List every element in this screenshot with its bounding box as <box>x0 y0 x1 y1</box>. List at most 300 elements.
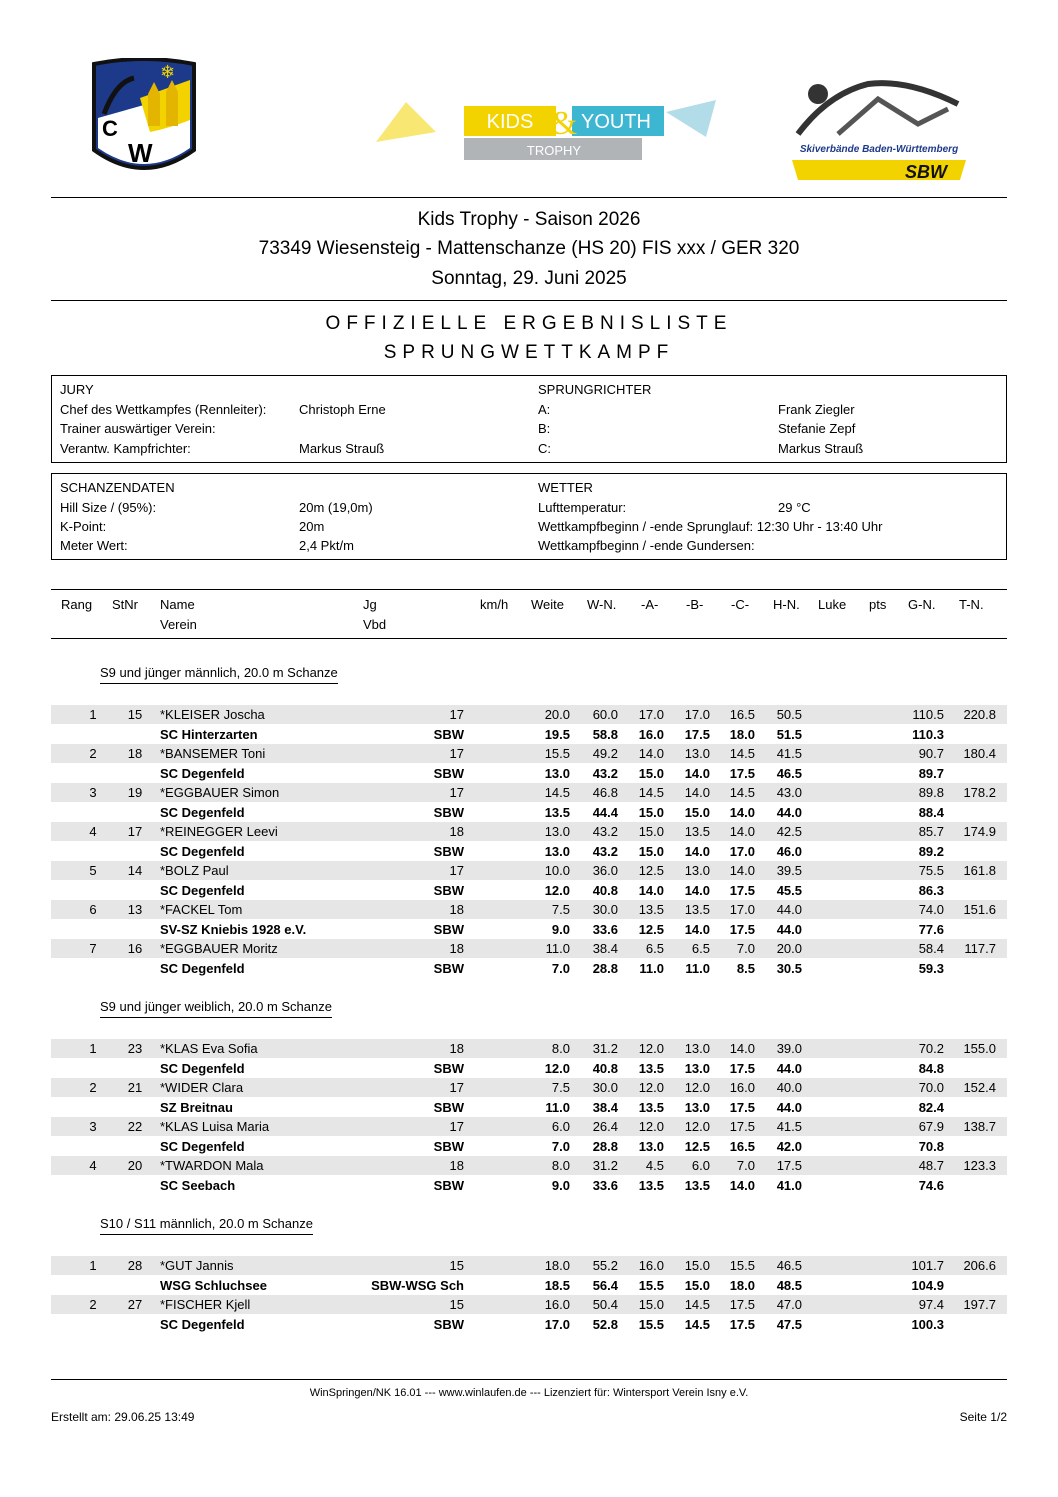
round2-hn: 48.5 <box>776 1277 802 1293</box>
start-number: 22 <box>127 1119 143 1134</box>
round1-b: 17.0 <box>684 707 710 722</box>
athlete-name: *GUT Jannis <box>160 1258 234 1273</box>
round2-a: 13.5 <box>638 1060 664 1076</box>
round2-c: 17.5 <box>729 1316 755 1332</box>
round1-c: 14.5 <box>729 746 755 761</box>
round1-c: 15.5 <box>729 1258 755 1273</box>
round1-b: 12.0 <box>684 1119 710 1134</box>
round1-weite: 20.0 <box>544 707 570 722</box>
total-points: 117.7 <box>964 941 996 956</box>
rank: 5 <box>89 863 97 878</box>
round1-gn: 110.5 <box>912 707 944 722</box>
header-rule-top <box>51 197 1007 198</box>
round1-hn: 42.5 <box>776 824 802 839</box>
round1-gn: 48.7 <box>918 1158 944 1173</box>
round1-wn: 30.0 <box>592 1080 618 1095</box>
round2-a: 13.5 <box>638 1177 664 1193</box>
round2-wn: 28.8 <box>592 960 618 976</box>
round2-wn: 58.8 <box>592 726 618 742</box>
round2-b: 12.5 <box>684 1138 710 1154</box>
club-name: SC Seebach <box>160 1177 236 1193</box>
athlete-name: *REINEGGER Leevi <box>160 824 278 839</box>
col-verein: Verein <box>160 617 197 632</box>
round2-weite: 12.0 <box>544 882 570 898</box>
round1-a: 4.5 <box>645 1158 664 1173</box>
athlete-name: *BANSEMER Toni <box>160 746 266 761</box>
round2-a: 12.5 <box>638 921 664 937</box>
round1-b: 13.0 <box>684 746 710 761</box>
round1-c: 17.0 <box>729 902 755 917</box>
round2-a: 15.5 <box>638 1277 664 1293</box>
association: SBW-WSG Sch <box>371 1277 464 1293</box>
category-title: S9 und jünger weiblich, 20.0 m Schanze <box>100 999 332 1018</box>
round1-gn: 75.5 <box>918 863 944 878</box>
round2-b: 13.5 <box>684 1177 710 1193</box>
jury-label: Chef des Wettkampfes (Rennleiter): <box>60 402 267 417</box>
hill-value: 20m (19,0m) <box>299 500 373 515</box>
round1-hn: 41.5 <box>776 1119 802 1134</box>
association: SBW <box>433 843 464 859</box>
result-row <box>51 1295 1007 1314</box>
round1-gn: 85.7 <box>918 824 944 839</box>
result-row-second <box>51 959 1007 978</box>
round1-hn: 40.0 <box>776 1080 802 1095</box>
category-title: S10 / S11 männlich, 20.0 m Schanze <box>100 1216 313 1235</box>
start-number: 17 <box>127 824 143 839</box>
round2-weite: 18.5 <box>544 1277 570 1293</box>
round2-a: 15.0 <box>638 804 664 820</box>
sbw-logo <box>788 64 970 186</box>
judge-name: Markus Strauß <box>778 441 864 456</box>
round1-weite: 8.0 <box>551 1041 570 1056</box>
round1-wn: 49.2 <box>592 746 618 761</box>
weather-label: Wettkampfbeginn / -ende Sprunglauf: 12:30 Uhr - 13:40 Uhr <box>538 519 883 534</box>
round2-gn: 100.3 <box>911 1316 944 1332</box>
svg-text:❄: ❄ <box>160 62 176 83</box>
athlete-name: *TWARDON Mala <box>160 1158 264 1173</box>
round1-b: 6.0 <box>691 1158 710 1173</box>
kids-youth-trophy-logo <box>366 82 730 166</box>
round2-b: 14.0 <box>684 882 710 898</box>
start-number: 21 <box>127 1080 143 1095</box>
round1-weite: 10.0 <box>544 863 570 878</box>
round2-wn: 33.6 <box>592 921 618 937</box>
judge-name: Stefanie Zepf <box>778 421 856 436</box>
round2-c: 17.5 <box>729 1060 755 1076</box>
result-row <box>51 1156 1007 1175</box>
round2-b: 15.0 <box>684 804 710 820</box>
club-name: SV-SZ Kniebis 1928 e.V. <box>160 921 307 937</box>
rank: 2 <box>89 746 97 761</box>
round2-hn: 42.0 <box>776 1138 802 1154</box>
birth-year: 18 <box>449 902 464 917</box>
total-points: 178.2 <box>963 785 996 800</box>
round2-c: 17.5 <box>729 921 755 937</box>
round1-c: 16.5 <box>729 707 755 722</box>
total-points: 123.3 <box>963 1158 996 1173</box>
round1-c: 7.0 <box>736 1158 755 1173</box>
round1-gn: 89.8 <box>918 785 944 800</box>
round2-weite: 12.0 <box>544 1060 570 1076</box>
club-name: SC Degenfeld <box>160 882 245 898</box>
round1-c: 14.0 <box>729 1041 755 1056</box>
round2-gn: 74.6 <box>918 1177 944 1193</box>
athlete-name: *FACKEL Tom <box>160 902 243 917</box>
col-wn: W-N. <box>587 597 617 612</box>
round1-b: 14.0 <box>684 785 710 800</box>
round2-weite: 9.0 <box>551 921 570 937</box>
start-number: 27 <box>127 1297 143 1312</box>
svg-text:Skiverbände Baden-Württemberg: Skiverbände Baden-Württemberg <box>799 144 959 155</box>
round1-weite: 6.0 <box>551 1119 570 1134</box>
round1-a: 12.5 <box>638 863 664 878</box>
judge-label: C: <box>538 441 551 456</box>
round1-weite: 7.5 <box>551 1080 570 1095</box>
association: SBW <box>433 1177 464 1193</box>
round1-gn: 74.0 <box>918 902 944 917</box>
result-row-second <box>51 1276 1007 1295</box>
round1-a: 12.0 <box>638 1041 664 1056</box>
round1-b: 12.0 <box>684 1080 710 1095</box>
col-jg: Jg <box>363 597 377 612</box>
total-points: 151.6 <box>963 902 996 917</box>
rank: 1 <box>89 1041 97 1056</box>
club-name: SC Degenfeld <box>160 1060 245 1076</box>
round1-weite: 13.0 <box>544 824 570 839</box>
svg-text:SBW: SBW <box>905 162 947 182</box>
round1-wn: 31.2 <box>592 1158 618 1173</box>
round1-a: 12.0 <box>638 1080 664 1095</box>
round2-weite: 7.0 <box>551 1138 570 1154</box>
round2-a: 15.5 <box>638 1316 664 1332</box>
round2-weite: 13.0 <box>544 765 570 781</box>
round2-b: 14.5 <box>684 1316 710 1332</box>
round2-gn: 77.6 <box>918 921 944 937</box>
round1-wn: 46.8 <box>592 785 618 800</box>
round1-wn: 50.4 <box>592 1297 618 1312</box>
col-hn: H-N. <box>773 597 800 612</box>
col-c: -C- <box>731 597 750 612</box>
event-title: Kids Trophy - Saison 2026 <box>417 209 641 230</box>
rank: 4 <box>89 824 97 839</box>
round2-wn: 43.2 <box>592 843 618 859</box>
total-points: 174.9 <box>963 824 996 839</box>
result-row <box>51 822 1007 841</box>
category-title: S9 und jünger männlich, 20.0 m Schanze <box>100 665 338 684</box>
round1-weite: 15.5 <box>544 746 570 761</box>
software-credit: WinSpringen/NK 16.01 --- www.winlaufen.de --- Lizenziert für: Wintersport Verein Isny e.V. <box>309 1387 749 1399</box>
round1-weite: 11.0 <box>545 941 570 956</box>
association: SBW <box>433 1099 464 1115</box>
birth-year: 18 <box>449 941 464 956</box>
round1-gn: 90.7 <box>918 746 944 761</box>
weather-heading: WETTER <box>538 480 593 495</box>
round2-b: 14.0 <box>684 843 710 859</box>
round2-gn: 89.2 <box>918 843 944 859</box>
club-name: WSG Schluchsee <box>160 1277 267 1293</box>
result-row <box>51 783 1007 802</box>
round2-gn: 86.3 <box>918 882 944 898</box>
header-rule-bottom <box>51 300 1007 301</box>
round2-gn: 82.4 <box>918 1099 944 1115</box>
round2-weite: 7.0 <box>551 960 570 976</box>
jury-label: Trainer auswärtiger Verein: <box>60 421 216 436</box>
result-row <box>51 1117 1007 1136</box>
weather-value: 29 °C <box>778 500 811 515</box>
round1-weite: 8.0 <box>551 1158 570 1173</box>
hill-label: Meter Wert: <box>60 538 128 553</box>
round1-a: 15.0 <box>638 1297 664 1312</box>
jury-box <box>51 375 1007 463</box>
round2-b: 13.0 <box>684 1060 710 1076</box>
round2-b: 13.0 <box>684 1099 710 1115</box>
round2-c: 17.5 <box>729 1099 755 1115</box>
rank: 1 <box>89 1258 97 1273</box>
col-stnr: StNr <box>112 597 138 612</box>
round1-weite: 14.5 <box>544 785 570 800</box>
round2-a: 16.0 <box>638 726 664 742</box>
judge-label: A: <box>538 402 551 417</box>
club-name: SC Degenfeld <box>160 1316 245 1332</box>
round1-a: 15.0 <box>638 824 664 839</box>
col-rang: Rang <box>61 597 93 612</box>
round2-weite: 13.0 <box>544 843 570 859</box>
start-number: 20 <box>127 1158 143 1173</box>
svg-text:C: C <box>102 116 118 141</box>
round2-hn: 47.5 <box>776 1316 802 1332</box>
club-name: SC Degenfeld <box>160 1138 245 1154</box>
page-number: Seite 1/2 <box>959 1410 1007 1424</box>
round1-hn: 20.0 <box>776 941 802 956</box>
round2-b: 17.5 <box>684 726 710 742</box>
total-points: 197.7 <box>963 1297 996 1312</box>
association: SBW <box>433 960 464 976</box>
round1-b: 14.5 <box>684 1297 710 1312</box>
col-pts: pts <box>869 597 887 612</box>
svg-text:TROPHY: TROPHY <box>526 143 582 158</box>
document-title: OFFIZIELLE ERGEBNISLISTE <box>325 313 733 334</box>
col-name: Name <box>160 597 195 612</box>
result-row-second <box>51 1137 1007 1156</box>
rank: 2 <box>89 1297 97 1312</box>
created-date: Erstellt am: 29.06.25 13:49 <box>51 1410 195 1424</box>
col-vbd: Vbd <box>363 617 387 632</box>
round2-hn: 51.5 <box>776 726 802 742</box>
jury-heading: JURY <box>60 382 94 397</box>
round1-wn: 38.4 <box>592 941 618 956</box>
round1-c: 14.0 <box>729 824 755 839</box>
round2-wn: 56.4 <box>592 1277 618 1293</box>
columns-rule-top <box>51 589 1007 590</box>
result-row-second <box>51 1098 1007 1117</box>
round2-hn: 41.0 <box>776 1177 802 1193</box>
total-points: 206.6 <box>963 1258 996 1273</box>
round1-b: 13.0 <box>684 1041 710 1056</box>
round2-b: 14.0 <box>684 765 710 781</box>
col-weite: Weite <box>531 597 564 612</box>
total-points: 220.8 <box>963 707 996 722</box>
round1-gn: 70.2 <box>918 1041 944 1056</box>
round1-hn: 39.5 <box>776 863 802 878</box>
round2-wn: 28.8 <box>592 1138 618 1154</box>
round2-b: 11.0 <box>685 960 710 976</box>
association: SBW <box>433 882 464 898</box>
start-number: 19 <box>127 785 143 800</box>
hill-heading: SCHANZENDATEN <box>60 480 175 495</box>
birth-year: 18 <box>449 1158 464 1173</box>
round2-c: 14.0 <box>729 1177 755 1193</box>
round1-wn: 43.2 <box>592 824 618 839</box>
rank: 4 <box>89 1158 97 1173</box>
club-name: SC Degenfeld <box>160 960 245 976</box>
round2-a: 15.0 <box>638 765 664 781</box>
birth-year: 17 <box>449 746 464 761</box>
birth-year: 15 <box>449 1297 464 1312</box>
birth-year: 15 <box>449 1258 464 1273</box>
round1-c: 7.0 <box>736 941 755 956</box>
round2-hn: 44.0 <box>776 921 802 937</box>
jury-label: Verantw. Kampfrichter: <box>60 441 191 456</box>
round1-hn: 39.0 <box>776 1041 802 1056</box>
round2-hn: 30.5 <box>776 960 802 976</box>
svg-text:KIDS: KIDS <box>486 111 534 133</box>
start-number: 15 <box>127 707 143 722</box>
athlete-name: *KLAS Luisa Maria <box>160 1119 270 1134</box>
round2-hn: 46.0 <box>776 843 802 859</box>
round1-b: 13.5 <box>684 902 710 917</box>
round1-gn: 70.0 <box>918 1080 944 1095</box>
round2-wn: 38.4 <box>592 1099 618 1115</box>
round2-wn: 40.8 <box>592 1060 618 1076</box>
result-row-second <box>51 1315 1007 1334</box>
round2-wn: 33.6 <box>592 1177 618 1193</box>
round2-a: 14.0 <box>638 882 664 898</box>
hill-label: K-Point: <box>60 519 107 534</box>
jury-value: Markus Strauß <box>299 441 385 456</box>
col-gn: G-N. <box>908 597 936 612</box>
round1-c: 17.5 <box>729 1119 755 1134</box>
col-b: -B- <box>686 597 704 612</box>
event-date: Sonntag, 29. Juni 2025 <box>431 268 627 289</box>
birth-year: 18 <box>449 1041 464 1056</box>
result-row-second <box>51 803 1007 822</box>
round2-weite: 17.0 <box>544 1316 570 1332</box>
start-number: 13 <box>127 902 143 917</box>
round1-wn: 36.0 <box>592 863 618 878</box>
athlete-name: *KLAS Eva Sofia <box>160 1041 258 1056</box>
result-row <box>51 939 1007 958</box>
result-row <box>51 861 1007 880</box>
result-row <box>51 744 1007 763</box>
round1-gn: 97.4 <box>918 1297 944 1312</box>
judge-label: B: <box>538 421 551 436</box>
round1-c: 16.0 <box>729 1080 755 1095</box>
round1-a: 6.5 <box>645 941 664 956</box>
round2-c: 18.0 <box>729 1277 755 1293</box>
result-row-second <box>51 1176 1007 1195</box>
total-points: 152.4 <box>963 1080 996 1095</box>
association: SBW <box>433 765 464 781</box>
athlete-name: *WIDER Clara <box>160 1080 244 1095</box>
round2-hn: 44.0 <box>776 804 802 820</box>
col-tn: T-N. <box>959 597 984 612</box>
round1-a: 16.0 <box>638 1258 664 1273</box>
jury-value: Christoph Erne <box>299 402 386 417</box>
document-subtitle: SPRUNGWETTKAMPF <box>383 342 675 363</box>
svg-text:&: & <box>550 105 578 142</box>
round2-hn: 46.5 <box>776 765 802 781</box>
round2-gn: 84.8 <box>918 1060 944 1076</box>
round1-weite: 7.5 <box>551 902 570 917</box>
round2-weite: 11.0 <box>545 1099 570 1115</box>
round1-hn: 47.0 <box>776 1297 802 1312</box>
association: SBW <box>433 1316 464 1332</box>
total-points: 138.7 <box>963 1119 996 1134</box>
round2-c: 8.5 <box>736 960 755 976</box>
rank: 7 <box>89 941 97 956</box>
round1-wn: 26.4 <box>592 1119 618 1134</box>
round1-weite: 18.0 <box>544 1258 570 1273</box>
result-row <box>51 1078 1007 1097</box>
round2-weite: 9.0 <box>551 1177 570 1193</box>
round2-a: 13.0 <box>638 1138 664 1154</box>
result-row-second <box>51 1059 1007 1078</box>
round2-a: 13.5 <box>638 1099 664 1115</box>
weather-label: Lufttemperatur: <box>538 500 627 515</box>
rank: 3 <box>89 1119 97 1134</box>
round2-wn: 40.8 <box>592 882 618 898</box>
round2-hn: 44.0 <box>776 1060 802 1076</box>
round1-gn: 67.9 <box>918 1119 944 1134</box>
hill-label: Hill Size / (95%): <box>60 500 157 515</box>
round2-weite: 19.5 <box>544 726 570 742</box>
start-number: 16 <box>127 941 143 956</box>
round1-wn: 55.2 <box>592 1258 618 1273</box>
total-points: 155.0 <box>963 1041 996 1056</box>
footer-rule <box>51 1379 1007 1380</box>
round2-wn: 43.2 <box>592 765 618 781</box>
columns-rule-bottom <box>51 638 1007 639</box>
result-row-second <box>51 725 1007 744</box>
hill-weather-box <box>51 473 1007 560</box>
birth-year: 17 <box>449 1119 464 1134</box>
round1-b: 6.5 <box>691 941 710 956</box>
result-row-second <box>51 920 1007 939</box>
round1-b: 13.5 <box>684 824 710 839</box>
round1-c: 14.5 <box>729 785 755 800</box>
athlete-name: *KLEISER Joscha <box>160 707 265 722</box>
athlete-name: *EGGBAUER Moritz <box>160 941 278 956</box>
round2-weite: 13.5 <box>544 804 570 820</box>
hill-value: 20m <box>299 519 325 534</box>
round1-wn: 30.0 <box>592 902 618 917</box>
birth-year: 17 <box>449 707 464 722</box>
venue-title: 73349 Wiesensteig - Mattenschanze (HS 20) FIS xxx / GER 320 <box>258 238 800 259</box>
round2-gn: 110.3 <box>912 726 944 742</box>
round2-c: 18.0 <box>729 726 755 742</box>
round1-b: 15.0 <box>684 1258 710 1273</box>
total-points: 180.4 <box>963 746 996 761</box>
round1-hn: 43.0 <box>776 785 802 800</box>
round2-gn: 89.7 <box>918 765 944 781</box>
round1-c: 14.0 <box>729 863 755 878</box>
round1-hn: 50.5 <box>776 707 802 722</box>
birth-year: 17 <box>449 1080 464 1095</box>
club-name: SZ Breitnau <box>160 1099 233 1115</box>
birth-year: 17 <box>449 863 464 878</box>
association: SBW <box>433 1060 464 1076</box>
weather-label: Wettkampfbeginn / -ende Gundersen: <box>538 538 755 553</box>
